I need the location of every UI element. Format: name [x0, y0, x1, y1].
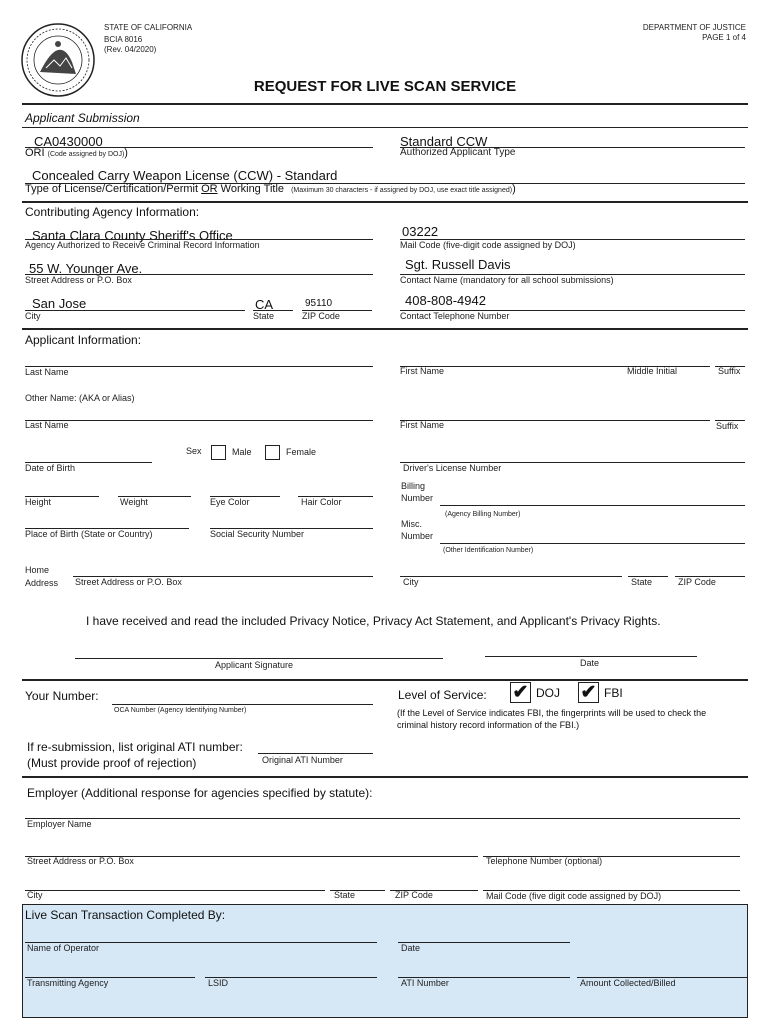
signature-date-line[interactable] [485, 656, 697, 657]
city-label: City [25, 311, 41, 321]
amount-label: Amount Collected/Billed [580, 978, 676, 988]
agency-value[interactable]: Santa Clara County Sheriff's Office [32, 228, 233, 243]
applicant-type-value[interactable]: Standard CCW [400, 134, 488, 149]
employer-city-line[interactable] [25, 890, 325, 891]
applicant-info-heading: Applicant Information: [25, 333, 142, 347]
resubmission-label-2: (Must provide proof of rejection) [27, 756, 197, 770]
last-name-label: Last Name [25, 367, 69, 377]
alias-first-name-line[interactable] [400, 420, 710, 421]
agency-label: Agency Authorized to Receive Criminal Record Information [25, 240, 260, 250]
male-checkbox[interactable] [211, 445, 226, 460]
department-name: DEPARTMENT OF JUSTICE [642, 23, 746, 32]
state-label: State [253, 311, 275, 321]
live-scan-heading: Live Scan Transaction Completed By: [25, 908, 226, 922]
misc-label-1: Misc. [401, 519, 422, 529]
lsid-line[interactable] [205, 977, 377, 978]
doj-checkbox[interactable] [510, 682, 531, 703]
hair-color-label: Hair Color [301, 497, 342, 507]
contact-value[interactable]: Sgt. Russell Davis [405, 257, 511, 272]
employer-phone-label: Telephone Number (optional) [486, 856, 603, 866]
drivers-license-label: Driver's License Number [403, 463, 502, 473]
alias-last-name-label: Last Name [25, 420, 69, 430]
contact-label: Contact Name (mandatory for all school submissions) [400, 275, 614, 285]
billing-note: (Agency Billing Number) [445, 511, 521, 518]
sex-label: Sex [186, 446, 202, 456]
employer-zip-label: ZIP Code [395, 890, 433, 900]
billing-label-2: Number [401, 493, 434, 503]
alias-first-name-label: First Name [400, 420, 445, 430]
mail-code-label: Mail Code (five-digit code assigned by DOJ) [400, 240, 576, 250]
mail-code-value[interactable]: 03222 [402, 224, 439, 239]
home-zip-label: ZIP Code [678, 577, 716, 587]
doj-label: DOJ [536, 686, 560, 700]
state-name: STATE OF CALIFORNIA [104, 23, 193, 32]
street-label: Street Address or P.O. Box [25, 275, 132, 285]
employer-name-line[interactable] [25, 818, 740, 819]
signature-line[interactable] [75, 658, 443, 659]
home-city-line[interactable] [400, 576, 622, 577]
fbi-checkbox[interactable] [578, 682, 599, 703]
section-divider [22, 328, 748, 330]
home-city-label: City [403, 577, 419, 587]
misc-number-line[interactable] [440, 543, 745, 544]
section-divider [22, 127, 748, 128]
middle-initial-label: Middle Initial [627, 366, 678, 376]
live-scan-date-line[interactable] [398, 942, 570, 943]
title-divider [22, 103, 748, 105]
weight-label: Weight [120, 497, 148, 507]
applicant-submission-heading: Applicant Submission [25, 111, 140, 125]
billing-label-1: Billing [401, 481, 426, 491]
female-checkbox[interactable] [265, 445, 280, 460]
other-name-label: Other Name: (AKA or Alias) [25, 393, 135, 403]
form-number: BCIA 8016 [104, 35, 143, 44]
transmitting-agency-label: Transmitting Agency [27, 978, 109, 988]
billing-number-line[interactable] [440, 505, 745, 506]
form-revision: (Rev. 04/2020) [104, 45, 157, 54]
original-ati-line[interactable] [258, 753, 373, 754]
employer-heading: Employer (Additional response for agencies specified by statute): [27, 786, 373, 800]
level-of-service-label: Level of Service: [398, 688, 487, 702]
applicant-type-label: Authorized Applicant Type [400, 147, 516, 158]
original-ati-label: Original ATI Number [262, 755, 343, 765]
contributing-agency-heading: Contributing Agency Information: [25, 205, 200, 219]
oca-number-line[interactable] [112, 704, 373, 705]
license-type-label: Type of License/Certification/Permit OR Working Title (Maximum 30 characters - if assigned by DOJ, use exact title assigned)) [25, 183, 516, 195]
first-name-label: First Name [400, 366, 445, 376]
dob-label: Date of Birth [25, 463, 76, 473]
street-value[interactable]: 55 W. Younger Ave. [29, 261, 143, 276]
page-number: PAGE 1 of 4 [702, 33, 746, 42]
employer-mail-code-label: Mail Code (five digit code assigned by DOJ) [486, 891, 662, 901]
resubmission-label-1: If re-submission, list original ATI number: [27, 740, 243, 754]
signature-label: Applicant Signature [215, 660, 294, 670]
ori-label: ORI (Code assigned by DOJ)) [25, 147, 128, 159]
your-number-label: Your Number: [25, 689, 99, 703]
employer-street-label: Street Address or P.O. Box [27, 856, 134, 866]
home-street-label: Street Address or P.O. Box [75, 577, 182, 587]
city-value[interactable]: San Jose [32, 296, 87, 311]
operator-label: Name of Operator [27, 943, 100, 953]
section-divider [22, 679, 748, 681]
privacy-statement: I have received and read the included Privacy Notice, Privacy Act Statement, and Applicant's Privacy Rights. [86, 614, 661, 628]
eye-color-label: Eye Color [210, 497, 250, 507]
form-title: REQUEST FOR LIVE SCAN SERVICE [253, 78, 517, 95]
city-line [25, 310, 245, 311]
home-address-label-2: Address [25, 578, 59, 588]
place-of-birth-label: Place of Birth (State or Country) [25, 529, 153, 539]
phone-value[interactable]: 408-808-4942 [405, 293, 486, 308]
state-value[interactable]: CA [255, 297, 274, 312]
alias-suffix-label: Suffix [716, 421, 739, 431]
home-state-label: State [631, 577, 653, 587]
license-type-value[interactable]: Concealed Carry Weapon License (CCW) - Standard [32, 168, 338, 183]
last-name-line[interactable] [25, 366, 373, 367]
fbi-label: FBI [604, 686, 623, 700]
ori-value[interactable]: CA0430000 [34, 134, 103, 149]
fbi-note-line-1: (If the Level of Service indicates FBI, the fingerprints will be used to check the [397, 708, 707, 718]
alias-last-name-line[interactable] [25, 420, 373, 421]
female-label: Female [286, 447, 317, 457]
doj-check-mark: ✔ [512, 682, 529, 703]
ati-number-label: ATI Number [401, 978, 449, 988]
misc-label-2: Number [401, 531, 434, 541]
section-divider [22, 776, 748, 778]
live-scan-date-label: Date [401, 943, 421, 953]
fbi-note-line-2: criminal history record information of the FBI.) [397, 720, 580, 730]
ssn-label: Social Security Number [210, 529, 305, 539]
zip-value[interactable]: 95110 [305, 298, 333, 309]
signature-date-label: Date [580, 658, 600, 668]
zip-label: ZIP Code [302, 311, 340, 321]
height-label: Height [25, 497, 52, 507]
employer-name-label: Employer Name [27, 819, 92, 829]
suffix-label: Suffix [718, 366, 741, 376]
misc-note: (Other Identification Number) [443, 547, 534, 554]
employer-city-label: City [27, 890, 43, 900]
male-label: Male [232, 447, 252, 457]
fbi-check-mark: ✔ [580, 682, 597, 703]
employer-state-label: State [334, 890, 356, 900]
section-divider [22, 201, 748, 203]
home-address-label-1: Home [25, 565, 50, 575]
lsid-label: LSID [208, 978, 229, 988]
oca-number-note: OCA Number (Agency Identifying Number) [114, 707, 247, 714]
phone-label: Contact Telephone Number [400, 311, 510, 321]
